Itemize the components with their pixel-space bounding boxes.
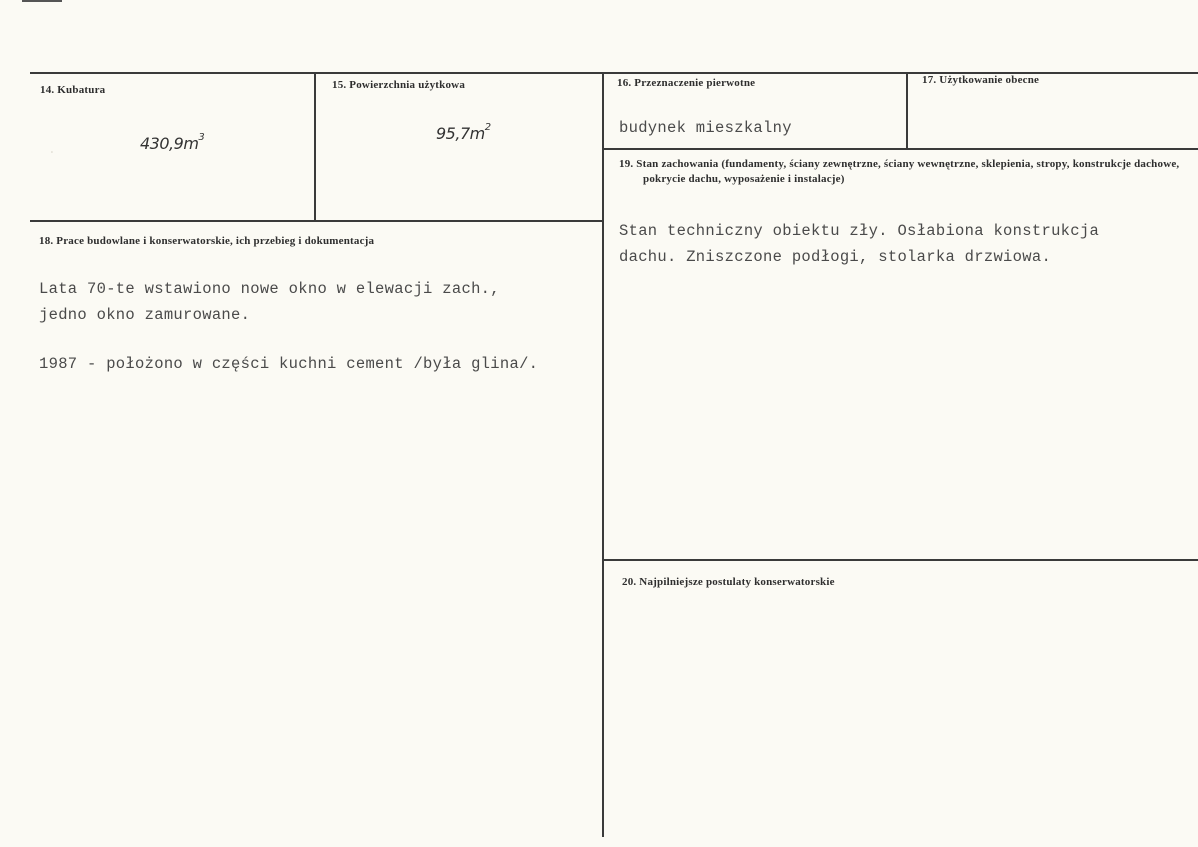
faded-residue: . <box>48 142 56 157</box>
kubatura-number: 430,9 <box>140 134 184 153</box>
powierzchnia-exponent: 2 <box>484 121 491 133</box>
przeznaczenie-label: 16. Przeznaczenie pierwotne <box>617 77 756 89</box>
prace-line-2: jedno okno zamurowane. <box>39 306 251 324</box>
kubatura-label: 14. Kubatura <box>40 84 106 96</box>
row-divider-left <box>30 220 604 222</box>
powierzchnia-label: 15. Powierzchnia użytkowa <box>332 79 466 91</box>
col-divider-3 <box>906 72 908 149</box>
przeznaczenie-value: budynek mieszkalny <box>619 119 792 137</box>
kubatura-exponent: 3 <box>198 131 205 143</box>
stan-line-2: dachu. Zniszczone podłogi, stolarka drzwiowa. <box>619 248 1052 266</box>
stan-label: 19. Stan zachowania (fundamenty, ściany zewnętrzne, ściany wewnętrzne, sklepienia, stropy, konstrukcje dachowe, pokrycie dachu, wyposażenie i instalacje) <box>619 158 1180 185</box>
powierzchnia-value <box>436 121 491 143</box>
prace-line-4: 1987 - położono w części kuchni cement /była glina/. <box>39 355 539 373</box>
kubatura-value <box>140 131 205 153</box>
stan-line-1: Stan techniczny obiektu zły. Osłabiona konstrukcja <box>619 222 1100 240</box>
kubatura-unit: m <box>183 134 199 153</box>
postulaty-label: 20. Najpilniejsze postulaty konserwatorskie <box>622 576 835 588</box>
col-divider-1 <box>314 72 316 222</box>
row-divider-right-lower <box>604 559 1198 561</box>
prace-line-1: Lata 70-te wstawiono nowe okno w elewacji zach., <box>39 280 500 298</box>
col-divider-main <box>602 72 604 837</box>
prace-label: 18. Prace budowlane i konserwatorskie, ich przebieg i dokumentacja <box>39 235 375 247</box>
powierzchnia-unit: m <box>469 124 485 143</box>
row-divider-right-upper <box>604 148 1198 150</box>
corner-mark <box>22 0 62 2</box>
powierzchnia-number: 95,7 <box>436 124 470 143</box>
uzytkowanie-label: 17. Użytkowanie obecne <box>922 74 1040 86</box>
